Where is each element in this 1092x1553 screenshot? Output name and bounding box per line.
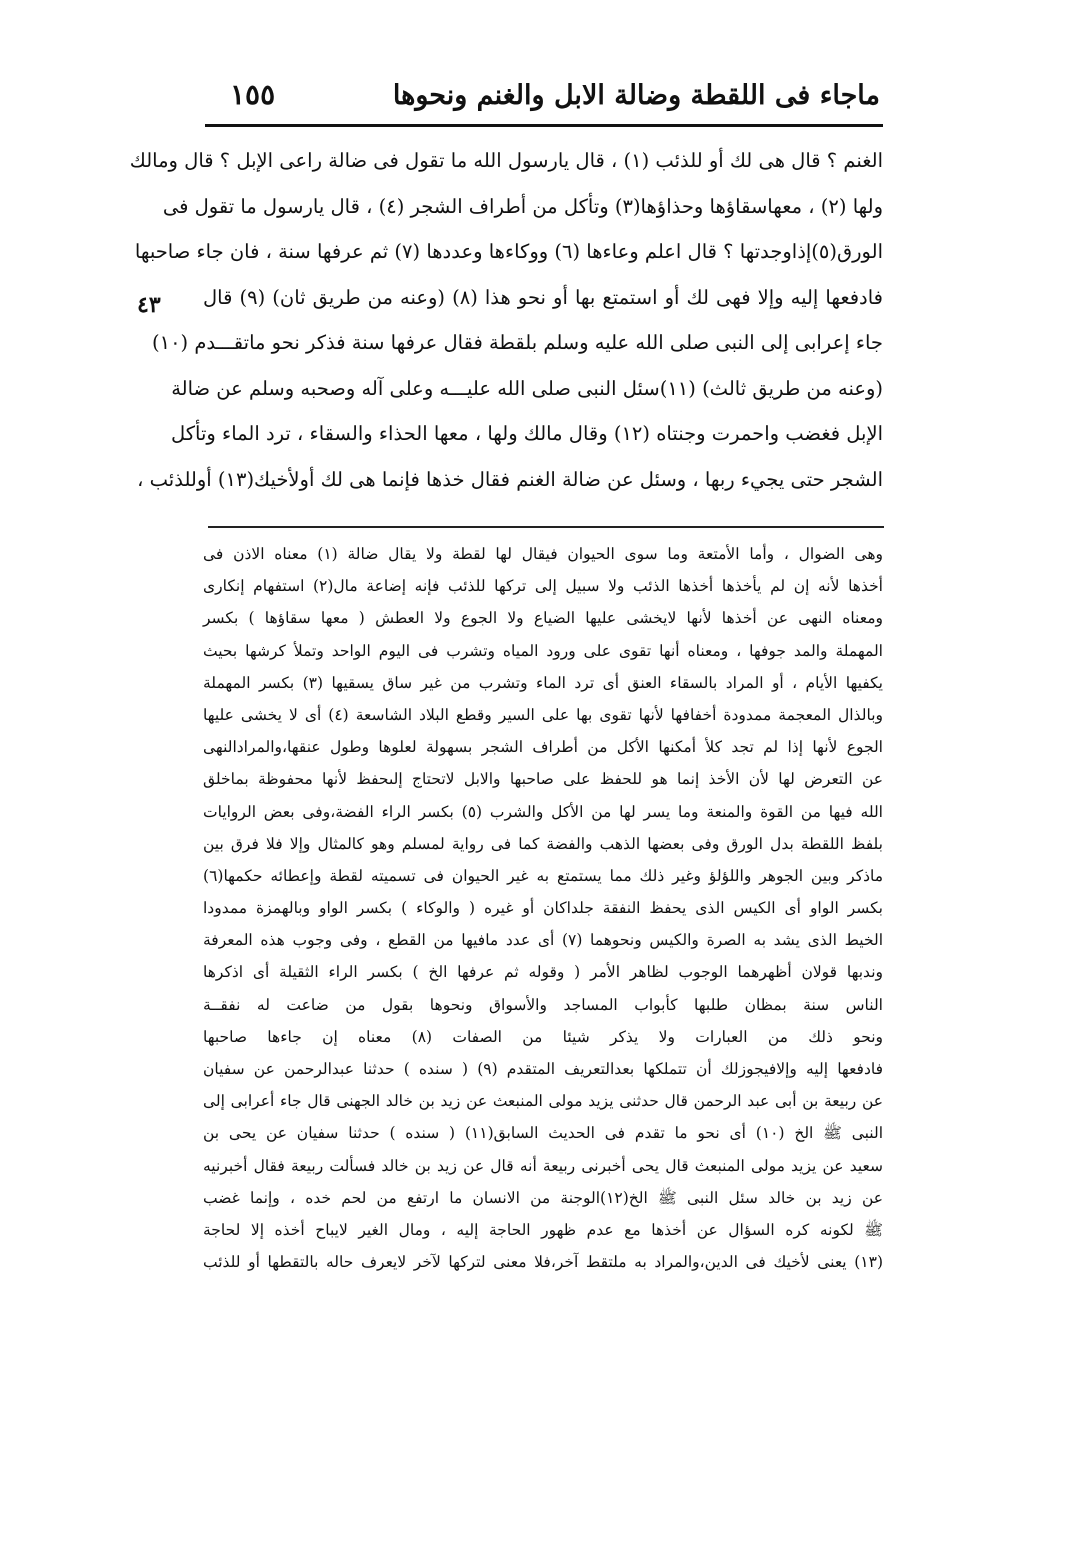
footnote-line: عن ربيعة بن أبى عبد الرحمن قال حدثنى يزيد مولى المنبعث عن زيد بن خالد الجهنى قال جاء أعرابى إلى [203, 1092, 883, 1111]
main-text-line: جاء إعرابى إلى النبى صلى الله عليه وسلم بلقطة فقال عرفها سنة فذكر نحو ماتقـــدم (١٠) [151, 331, 883, 354]
footnote-line: سعيد عن يزيد مولى المنبعث قال يحى أخبرنى ربيعة أنه قال عن زيد بن خالد فسألت ربيعة فقال أخبرنيه [203, 1156, 883, 1175]
footnote-line: بكسر الواو أى الكيس الذى يحفظ النفقة جلداكان أو غيره ( والوكاء ) بكسر الواو وبالهمزة ممدودا [203, 899, 883, 918]
main-text-line: فادفعها إليه وإلا فهى لك أو استمتع بها أو نحو هذا (٨) (وعنه من طريق ثان) (٩) قال [203, 285, 883, 309]
main-text-line: الإبل فغضب واحمرت وجنتاه (١٢) وقال مالك ولها ، معها الحذاء والسقاء ، ترد الماء وتأكل [171, 422, 883, 445]
footnote-line: وهى الضوال ، وأما الأمتعة وما سوى الحيوان فيقال لها لقطة ولا يقال ضالة (١) معناه الاذن فى [203, 545, 883, 563]
footnote-line: المهملة والمد جوفها ، ومعناه أنها تقوى على ورود المياه وتشرب فى اليوم الواحد وتملأ كرشها بحيث [203, 641, 883, 660]
footnote-line: ونحو ذلك من العبارات ولا يذكر شيئا من الصفات (٨) معناه إن جاءها صاحبها [203, 1027, 884, 1046]
footnote-line: يكفيها الأيام ، أو المراد بالسقاء العنق أى ترد الماء وتشرب من غير ساق يسقيها (٣) بكسر المهملة [203, 673, 884, 692]
footnote-line: أخذها لأنه إن لم يأخذها أخذها الذئب ولا سبيل إلى تركها للذئب فإنه إضاعة مال(٢) استفهام إنكارى [203, 577, 883, 596]
footnotes-block [203, 538, 883, 1278]
main-text-line: (وعنه من طريق ثالث) (١١)سئل النبى صلى الله عليـــه وعلى آله وصحبه وسلم عن ضالة [171, 376, 883, 400]
footnote-line: عن التعرض لها لأن الأخذ إنما هو للحفظ على صاحبها والابل لاتحتاج إلىحفظ لأنها محفوظة بماخلق [203, 770, 883, 789]
running-title: ماجاء فى اللقطة وضالة الابل والغنم ونحوها [392, 80, 880, 111]
footnote-line: الناس سنة بمظان طلبها كأبواب المساجد والأسواق ونحوها بقول من ضاعت له نفقــة [203, 995, 883, 1014]
footnote-line: ماذكر وبين الجوهر واللؤلؤ وغير ذلك مما يستمتع به غير الحيوان فى تسميته لقطة وإعطائه حكمها(٦) [203, 866, 883, 885]
main-text-line: الشجر حتى يجيء ربها ، وسئل عن ضالة الغنم فقال خذها فإنما هى لك أولأخيك(١٣) أوللذئب ، [137, 467, 883, 491]
main-text-line: الورق(٥)إذاوجدتها ؟ قال اعلم وعاءها (٦) ووكاءها وعددها (٧) ثم عرفها سنة ، فان جاء صاحبها [134, 240, 883, 263]
footnote-line: ﷺ لكونه كره السؤال عن أخذها مع عدم ظهور الحاجة إليه ، ومال الغير لايباح أخذه إلا لحاجة [203, 1220, 883, 1239]
footnote-line: ومعناه النهى عن أخذها لأنها لايخشى عليها الضياع ولا الجوع ولا العطش ( معها سقاؤها ) بكسر [203, 609, 883, 628]
footnote-line: وبالذال المعجمة ممدودة أخفافها لأنها تقوى بها على السير وقطع البلاد الشاسعة (٤) أى لا يخشى عليها [203, 705, 883, 724]
page-number: ١٥٥ [230, 78, 276, 111]
footnote-line: الجوع لأنها إذا لم تجد كلأ أمكنها الأكل من أطراف الشجر بسهولة لعلوها وطول عنقها،والمرادالنهى [203, 738, 883, 757]
footnote-line: (١٣) يعنى لأخيك فى الدين،والمراد به ملتقط آخر،فلا معنى لتركها لآخر لايعرف حاله بالتقطها أو للذئب [203, 1253, 883, 1272]
footnote-line: الخيط الذى يشد به الصرة والكيس ونحوهما (٧) أى عدد مافيها من القطع ، وفى وجوب هذه المعرفة [203, 931, 884, 950]
page-header [210, 76, 880, 122]
main-text-line: الغنم ؟ قال هى لك أو للذئب (١) ، قال يارسول الله ما تقول فى ضالة راعى الإبل ؟ قال ومالك [129, 149, 883, 172]
footnote-line: فادفعها إليه وإلافيجوزلك أن تتملكها بعدالتعريف المتقدم (٩) ( سنده ) حدثنا عبدالرحمن عن سفيان [203, 1060, 883, 1078]
footnote-separator [208, 526, 884, 528]
footnote-line: بلفظ اللقطة بدل الورق وفى بعضها الذهب والفضة كما فى رواية لمسلم وهو كالمثال وإلا فلا فرق بين [203, 834, 883, 853]
footnote-line: الله فيها من القوة والمنعة وما يسر لها من الأكل والشرب (٥) بكسر الراء الفضة،وفى بعض الروايات [203, 802, 883, 821]
main-text-line: ولها (٢) ، معهاسقاؤها وحذاؤها(٣) وتأكل من أطراف الشجر (٤) ، قال يارسول ما تقول فى [162, 194, 883, 218]
footnote-line: عن زيد بن خالد سئل النبى ﷺ الخ(١٢)الوجنة من الانسان ما ارتفع من لحم خده ، وإنما غضب [203, 1188, 883, 1207]
footnote-line: وندبها قولان أظهرهما الوجوب لظاهر الأمر ( وقوله ثم عرفها الخ ) بكسر الراء الثقيلة أى اذكرها [203, 963, 883, 982]
header-rule [205, 124, 883, 127]
footnote-line: النبى ﷺ الخ (١٠) أى نحو ما تقدم فى الحديث السابق(١١) ( سنده ) حدثنا سفيان عن يحى بن [203, 1124, 883, 1143]
margin-number: ٤٣ [137, 292, 161, 318]
